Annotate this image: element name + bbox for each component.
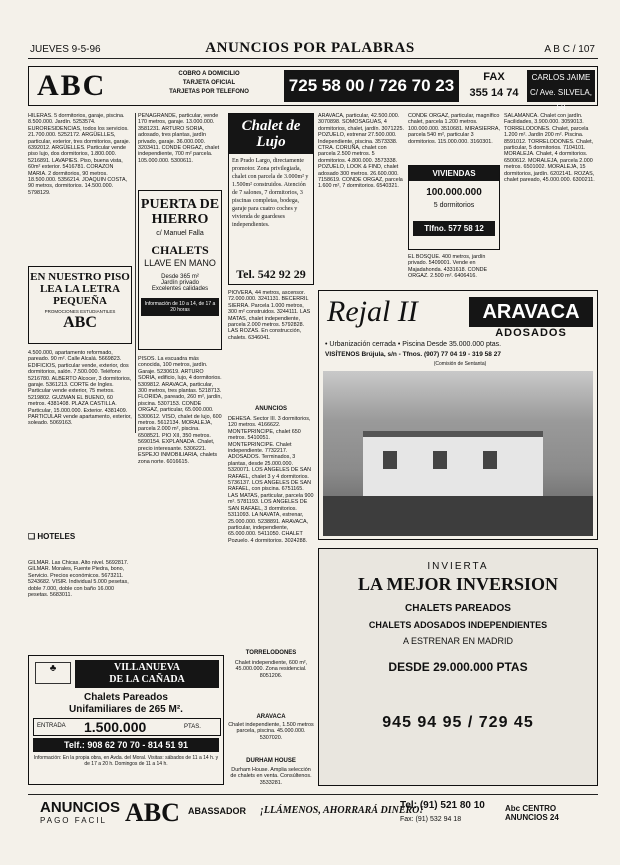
col2-text: PEÑAGRANDE, particular, vende 170 metros, garaje. 13.000.000. 3581231. ARTURO SORIA, adosado, tres plantas, jardín privado, garaje. 36.000.000. 3203411. CONDE ORGAZ, chalet independiente, 700 m² parcela. 105.000.000. 5300611. (138, 113, 220, 164)
hoteles-heading (28, 532, 75, 541)
col1-text: HILERAS. 5 dormitorios, garaje, piscina. 8.500.000. Jardín. 5253574. EURORESIDENCIAS, todos los servicios. 21.700.000. 5252172. ARGÜELLES, particular, exterior, tres dormitorios, garaje. 6392012. ARGÜELLES. Particular vende piso lujo, dos dormitorios, 1.800.000. 5216891. LAVAPIES. Piso, buena vista, 60m² exterior. 5416781. CORAZON MARIA. 2 dormitorios, 90 metros. 18.500.000. 5356214. JOAQUIN COSTA, 90 metros, dormitorios. 14.500.000. 5798129. (28, 113, 131, 196)
footer-right-logo: Abc CENTRO ANUNCIOS 24 (505, 804, 559, 822)
col4-text-2: EL BOSQUE. 400 metros, jardín privado. 5409001. Vende en Majadahonda. 4331618. CONDE ORGAZ. 2.500 m². 6406416. (408, 254, 488, 280)
col5-text: SALAMANCA. Chalet con jardín. Facilidades, 3.900.000. 3059013. TORRELODONES. Chalet, parcela 1.200 m². Jardín 200 m². Piscina. 8591012. TORRELODONES. Chalet, particular, 5 dormitorios. 7104101. MORALEJA. Chalet, 4 dormitorios. 6500612. MORALEJA, parcela 2.000 metros. 6501002. MORALEJA, 15 dormitorios, jardín. 6202141. ROZAS, chalet pareado, 45.000.000. 6300211. (504, 113, 595, 184)
fax-label: FAX (483, 71, 505, 83)
col4-classifieds-2 (408, 254, 500, 286)
pine-tree-icon: ♣ (49, 663, 57, 674)
villanueva-title: VILLANUEVA (114, 662, 180, 673)
inversion-l3: CHALETS PAREADOS (405, 603, 511, 614)
inversion-ad (318, 548, 598, 786)
inversion-l1: INVIERTA (427, 561, 489, 572)
footer-slogan: ¡LLÁMENOS, AHORRARÁ DINERO! (260, 805, 424, 816)
chalet-lujo-phone: Tel. 542 92 29 (236, 267, 306, 281)
viviendas-line: 5 dormitorios (433, 202, 475, 209)
col3-durham (228, 767, 314, 792)
puerta-hierro-chalets: CHALETS (151, 243, 209, 257)
viviendas-header: VIVIENDAS (409, 166, 499, 181)
villanueva-price: 1.500.000 (84, 719, 147, 735)
col2-text-2: PISOS. La escuadra más conocida, 100 metros, jardín. Garaje. 5230619. ARTURO SORIA, edificio, lujo, 4 dormitorios. 5309812. ARAVACA, particular, 300 metros, tres plantas. 5218713. FLORIDA, pareado, 260 m², jardín, piscina. 5307153. CONDE ORGAZ, particular, 65.000.000. 5300612. VISO, chalet de lujo, 600 metros. 5612134. MORALEJA, parcela 2.000 m², piscina. 6508521. PIO XII, 350 metros. 5690154. EXPLANADA. Chalet, precio interesante. 5306221. ESPEJO INMOBILIARIA, chalets zona norte. 6016615. (138, 356, 222, 465)
col3-tag-aravaca: ARAVACA (256, 714, 286, 720)
col5-classifieds (504, 113, 598, 285)
puerta-hierro-llave: LLAVE EN MANO (144, 258, 216, 268)
footer-fax: Fax: (91) 532 94 18 (400, 816, 462, 823)
cobro-info (139, 70, 279, 97)
col3-text-2: PIOVERA, 44 metros, ascensor. 72.000.000. 3241131. BECERRIL SIERRA. Parcela 1.000 metros, 300 m² construidos. 3244111. LAS MATAS, chalet independiente, parcela 2.000 metros. 5792828. LAS ROZAS. En construcción, chalets. 6346041. (228, 290, 311, 341)
col4-text: CONDE ORGAZ, particular, magnífico chalet, parcela 1.200 metros. 100.000.000. 3510681. MIRASIERRA, parcela 540 m², particular 3 dormitorios. 115.000.000. 3160301. (408, 113, 500, 145)
cobro-line-1: COBRO A DOMICILIO (178, 71, 240, 77)
col3-tag-torrelodones: TORRELODONES (245, 650, 297, 656)
small-print-sub: PROMOCIONES ESTUDIANTILES (44, 309, 116, 314)
issue-date: JUEVES 9-5-96 (30, 44, 101, 55)
small-print-line-1: EN NUESTRO PISO (30, 271, 130, 283)
page-number: A B C / 107 (544, 44, 595, 55)
header-rule (28, 58, 598, 59)
col3-classifieds-3 (228, 416, 314, 646)
villanueva-ad (28, 655, 224, 785)
col3-torrelodones (228, 660, 314, 700)
small-print-line-2: LEA LA LETRA (39, 283, 121, 295)
chalet-lujo-text: En Prado Largo, directamente promotor. Zona privilegiada, chalet con parcela de 3.000m² y 1.500m² construidos. Atención de 7 salones, 7 dormitorios, 3 piscinas completas, bodega, garaje para cuatro coches y vivienda de guardeses independientes. (232, 158, 309, 228)
col3-classifieds (318, 113, 404, 285)
footer-anuncios: ANUNCIOS (40, 799, 121, 816)
viviendas-phone: Tlfno. 577 58 12 (413, 221, 495, 236)
rejal-location: ARAVACA (469, 297, 593, 327)
small-print-logo: ABC (63, 314, 97, 331)
col1-classifieds-2 (28, 350, 132, 510)
villanueva-entrada-box (33, 718, 221, 736)
villanueva-pareados: Chalets Pareados (84, 692, 168, 703)
col3-text: ARAVACA, particular, 42.500.000. 3070898. SOMOSAGUAS, 4 dormitorios, chalet, jardín. 3071225. POZUELO, estrenar 27.500.000. Independiente, piscina. 3573338. CTRA. CORUÑA, chalet con parcela 2.500 metros. 5 dormitorios. 4.800.000. 3573338. POZUELO, LOOK & FIND, chalet adosado 300 metros. 26.600.000. 7158619. CONDE ORGAZ, parcela 1.600 m², 7 dormitorios. 6540321. (318, 113, 404, 190)
viviendas-ad (408, 165, 500, 250)
inversion-phone: 945 94 95 / 729 45 (382, 714, 534, 731)
agent-name: CARLOS JAIME (531, 73, 591, 82)
section-title: ANUNCIOS POR PALABRAS (205, 40, 415, 56)
puerta-hierro-ad (138, 190, 222, 350)
puerta-hierro-jardin: Jardín privado (160, 280, 200, 286)
small-print-ad (28, 266, 132, 344)
chalet-lujo-ad (228, 113, 314, 285)
villanueva-header (75, 660, 219, 688)
col4-classifieds (408, 113, 500, 163)
agent-box (527, 70, 595, 112)
col3-tag-anuncios: ANUNCIOS (254, 406, 287, 412)
rejal-photo (323, 371, 593, 536)
villanueva-phone: Telf.: 908 62 70 70 - 814 51 91 (33, 738, 219, 752)
abc-logo: ABC (37, 69, 107, 102)
col3-text-4: Chalet independiente, 600 m², 45.000.000. Zona residencial. 8051206. (234, 660, 308, 679)
col3-text-3: DEHESA. Sector III. 3 dormitorios, 120 metros. 4166622. MONTEPRINCIPE, chalet 650 metros. 5410051. MONTEPRINCIPE. Chalet independiente. 7732217. ADOSADOS. Terminados, 3 plantas, desde 25.000.000. 5320071. LOS ANGELES DE SAN RAFAEL, chalet 3 y 4 dormitorios. 5736137. LOS ANGELES DE SAN RAFAEL, con piscina. 6751165. LAS MATAS, particular, parcela 900 m². 5781193. LOS ANGELES DE SAN RAFAEL, 3 dormitorios. 5311093. LA NAVATA, estrenar, 25.000.000. 5238891. ARAVACA, particular, independiente, 65.000.000. 5411050. CHALET Pozuelo. 4 dormitorios. 3024288. (228, 416, 314, 544)
villanueva-ptas: PTAS. (184, 724, 201, 730)
rejal-features: • Urbanización cerrada • Piscina Desde 35.000.000 ptas. (325, 341, 502, 348)
footer-pago-facil: PAGO FACIL (40, 816, 107, 825)
col2-classifieds (138, 113, 222, 188)
col3-text-6: Durham House. Amplia selección de chalets en venta. Consúltenos. 3533281. (230, 767, 312, 786)
footer-tel: Tel: (91) 521 80 10 (400, 800, 485, 811)
small-print-line-3: PEQUEÑA (53, 295, 107, 307)
col1-text-2: 4.500.000, apartamento reformado, pareado. 90 m². Calle Alcalá. 5669823. EDIFICIOS, particular vende, exterior, dos dormitorios, salón. 7.500.000. Teléfono 5216780. ALBERTO Alcocer, 3 dormitorios, garaje. 5361213. CORTE de Ingles. Particular vende exterior, 75 metros. 5219802. GUZMAN EL BUENO, 60 metros. 4381408. PLAZA CASTILLA. Particular, 15.000.000. Exterior. 4381409. PARTICULAR vende apartamento, exterior, soleado. 5069163. (28, 350, 132, 427)
inversion-l5: A ESTRENAR EN MADRID (402, 636, 514, 646)
footer-rule (28, 794, 598, 795)
puerta-hierro-info: Información de 10 a 14, de 17 a 20 horas (141, 298, 219, 316)
puerta-hierro-street: c/ Manuel Falla (156, 230, 204, 237)
puerta-hierro-desde: Desde 365 m² (161, 274, 199, 280)
col1-text-3: GILMAR. Las Chicas. Alto nivel. 5692817. GILMAR. Morales, Fuente Piedra, bono, Servicio. Precios económicos. 5673211. 5243682. VISIR. Individual 5.000 pesetas, doble 7.000, doble con baño 16.000 pesetas. 5683011. (28, 560, 129, 599)
column-divider-1 (135, 113, 136, 433)
fax-info (464, 69, 524, 101)
puerta-hierro-calidad: Excelentes calidades (151, 286, 209, 292)
rejal-visit: VISÍTENOS Brújula, s/n - Tfnos. (907) 77 04 19 - 319 58 27 (325, 351, 501, 358)
footer-abc-logo: ABC (125, 798, 180, 827)
photo-foreground (323, 496, 593, 536)
phone-numbers: 725 58 00 / 726 70 23 (284, 70, 459, 102)
villanueva-chalets (33, 692, 219, 716)
col1-hoteles (28, 560, 132, 645)
col3-aravaca (228, 722, 314, 752)
villanueva-info: Información: En la propia obra, en Avda. del Moral. Visitas: sábados de 11 a 14 h. y de 17 a 20 h. Domingos de 11 a 14 h. (33, 755, 219, 767)
rejal-ad (318, 290, 598, 540)
cobro-line-3: TARJETAS POR TELEFONO (169, 89, 249, 95)
window-1 (383, 451, 397, 469)
col3-text-5: Chalet independiente, 1.500 metros parcela, piscina. 45.000.000. 5307020. (228, 722, 314, 741)
col2-classifieds-2 (138, 356, 222, 636)
contact-banner (28, 66, 598, 112)
chalet-lujo-title: Chalet de Lujo (229, 114, 313, 154)
villanueva-unifamiliares: Unifamiliares de 265 M². (69, 704, 183, 715)
col3-tag-durham: DURHAM HOUSE (246, 758, 296, 764)
col1-classifieds (28, 113, 132, 263)
cobro-line-2: TARJETA OFICIAL (182, 80, 236, 86)
window-2 (433, 451, 447, 469)
agent-address: C/ Ave. SILVELA, 58 (530, 88, 592, 112)
window-3 (483, 451, 497, 469)
inversion-l6: DESDE 29.000.000 PTAS (388, 660, 528, 674)
rejal-title: Rejal II (327, 295, 418, 328)
villanueva-entrada-label: ENTRADA (37, 723, 66, 729)
viviendas-price: 100.000.000 (426, 187, 482, 198)
puerta-hierro-title: PUERTA DE HIERRO (140, 197, 220, 227)
rejal-visit-note: (Comisión de Sentanta) (433, 361, 487, 367)
fax-number: 355 14 74 (469, 87, 519, 99)
villanueva-sub: DE LA CAÑADA (109, 674, 185, 685)
hotel-bullet-icon: ❑ (28, 532, 38, 541)
hoteles-label: HOTELES (37, 532, 76, 541)
col3-classifieds-2 (228, 290, 314, 402)
small-print-headline (29, 271, 131, 307)
inversion-l2: LA MEJOR INVERSION (357, 574, 559, 594)
inversion-l4: CHALETS ADOSADOS INDEPENDIENTES (368, 620, 548, 630)
rejal-adosados: ADOSADOS (495, 327, 567, 339)
footer-ab: ABASSADOR (188, 806, 247, 816)
los-pinos-logo (35, 662, 71, 684)
